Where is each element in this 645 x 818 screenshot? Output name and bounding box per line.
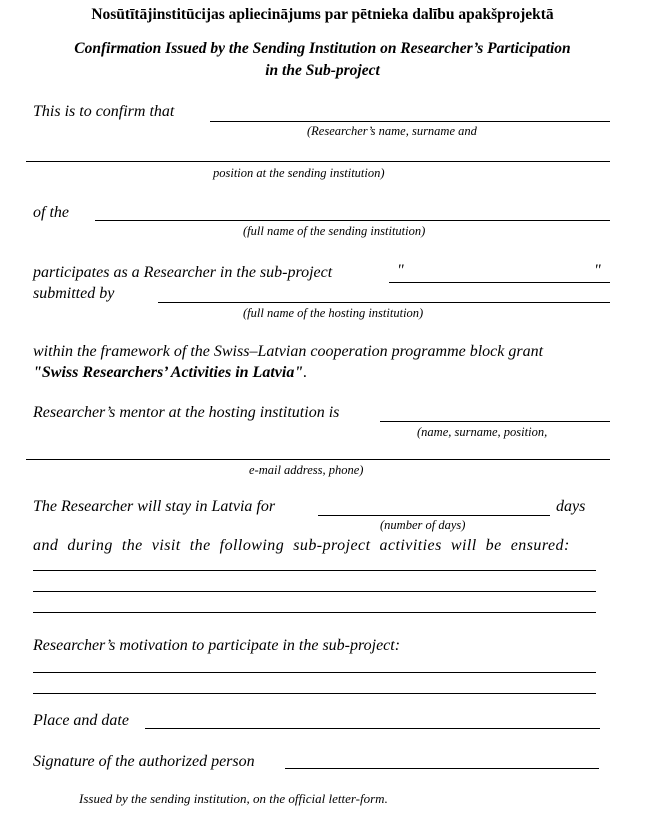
researcher-position-field[interactable] [26,161,610,162]
researcher-name-hint: (Researcher’s name, surname and [307,124,477,138]
motivation-line-2[interactable] [33,693,596,694]
mentor-contact-hint: e-mail address, phone) [249,463,364,477]
mentor-hint: (name, surname, position, [417,425,548,439]
activities-line-2[interactable] [33,591,596,592]
sub-project-title-field[interactable] [389,282,610,283]
mentor-field[interactable] [380,421,610,422]
sending-institution-field[interactable] [95,220,610,221]
motivation-label: Researcher’s motivation to participate in the sub-project: [33,637,401,654]
sending-institution-hint: (full name of the sending institution) [243,224,426,238]
footer-note: Issued by the sending institution, on the official letter-form. [79,791,388,806]
participates-label: participates as a Researcher in the sub-project [33,264,333,281]
signature-field[interactable] [285,768,599,769]
grant-name: "Swiss Researchers’ Activities in Latvia" [33,364,304,381]
motivation-line-1[interactable] [33,672,596,673]
activities-label: and during the visit the following sub-project activities will be ensured: [33,537,570,554]
place-date-label: Place and date [33,712,129,729]
document-title-english-line2: in the Sub-project [265,62,380,79]
confirm-label: This is to confirm that [33,103,175,120]
stay-label: The Researcher will stay in Latvia for [33,498,276,515]
grant-period: . [303,364,308,381]
activities-line-1[interactable] [33,570,596,571]
submitted-by-label: submitted by [33,285,115,302]
mentor-label: Researcher’s mentor at the hosting institution is [33,404,340,421]
researcher-name-field[interactable] [210,121,610,122]
of-the-label: of the [33,204,69,221]
document-title-latvian: Nosūtītājinstitūcijas apliecinājums par pētnieka dalību apakšprojektā [91,6,554,23]
activities-line-3[interactable] [33,612,596,613]
quote-close: " [594,262,601,279]
document-title-english: Confirmation Issued by the Sending Institution on Researcher’s Participation [74,40,571,57]
grant-name-line [33,364,307,382]
days-label: days [556,498,586,515]
number-of-days-field[interactable] [318,515,550,516]
number-of-days-hint: (number of days) [380,518,466,532]
researcher-position-hint: position at the sending institution) [213,166,385,180]
signature-label: Signature of the authorized person [33,753,255,770]
place-date-field[interactable] [145,728,600,729]
framework-text: within the framework of the Swiss–Latvian cooperation programme block grant [33,343,544,360]
quote-open: " [397,262,404,279]
hosting-institution-hint: (full name of the hosting institution) [243,306,424,320]
mentor-contact-field[interactable] [26,459,610,460]
hosting-institution-field[interactable] [158,302,610,303]
